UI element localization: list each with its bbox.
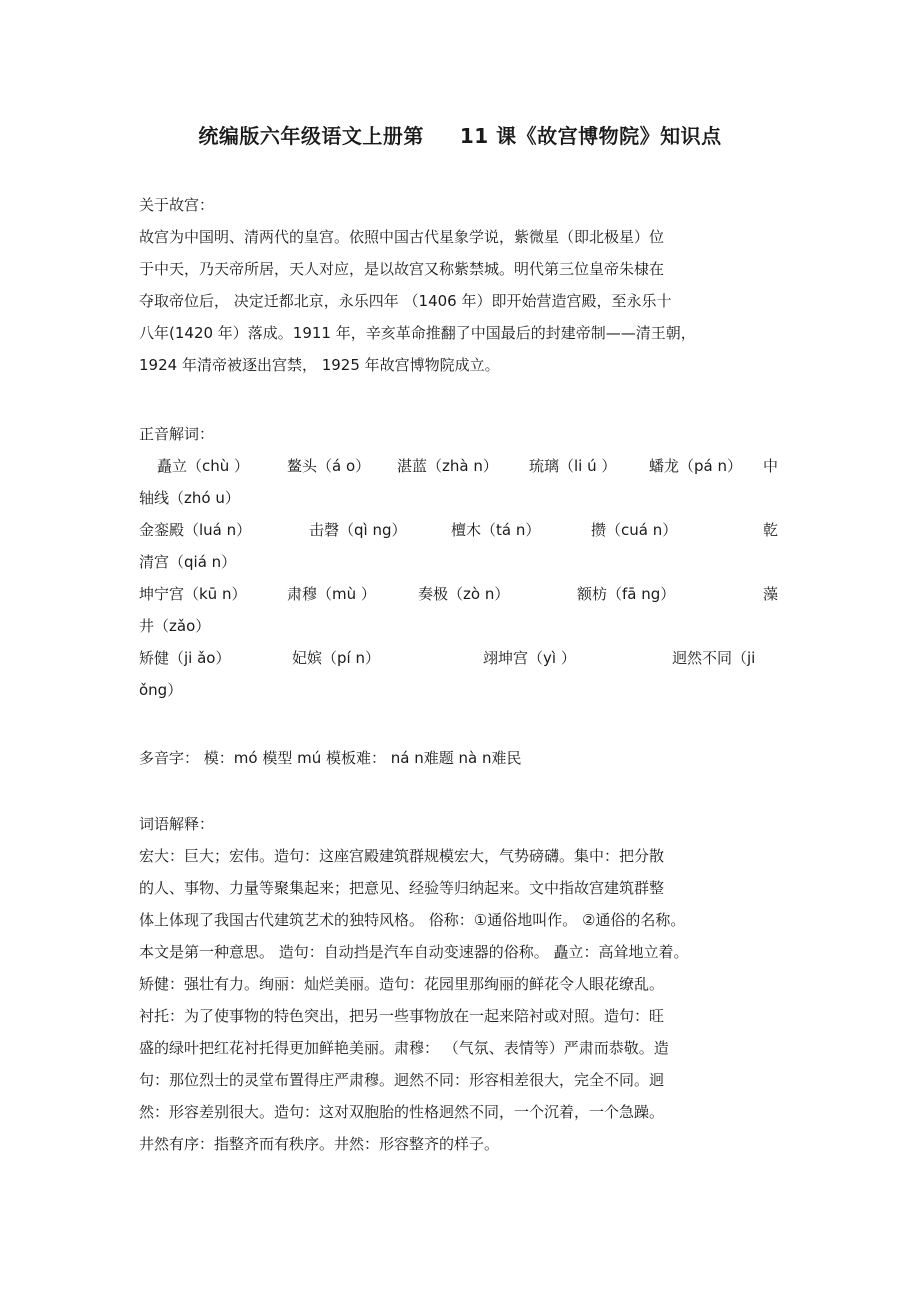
word-item: 击磬（qì ng） [309, 521, 407, 539]
title-part1: 统编版六年级语文上册第 [198, 124, 424, 148]
pronunciation-row [139, 642, 789, 674]
vocab-line: 宏大：巨大；宏伟。造句：这座宫殿建筑群规模宏大，气势磅礴。集中：把分散 [139, 847, 665, 865]
vocab-line: 的人、事物、力量等聚集起来；把意见、经验等归纳起来。文中指故宫建筑群整 [139, 879, 665, 897]
vocab-heading: 词语解释： [139, 815, 215, 833]
word-item: 妃嫔（pí n） [292, 649, 380, 667]
vocab-line: 然：形容差别很大。造句：这对双胞胎的性格迥然不同，一个沉着，一个急躁。 [139, 1103, 665, 1121]
title-part2: 11 课《故宫博物院》知识点 [459, 124, 722, 148]
pronunciation-heading: 正音解词： [139, 425, 215, 443]
word-continuation: ǒng） [139, 681, 183, 699]
pronunciation-row [139, 514, 789, 546]
vocab-line: 衬托：为了使事物的特色突出，把另一些事物放在一起来陪衬或对照。造句：旺 [139, 1007, 665, 1025]
about-line: 于中天，乃天帝所居，天人对应，是以故宫又称紫禁城。明代第三位皇帝朱棣在 [139, 260, 665, 278]
vocab-section [139, 808, 819, 1160]
word-continuation: 清宫（qiá n） [139, 553, 237, 571]
word-item: 鳌头（á o） [287, 457, 371, 475]
word-item: 迥然不同（ji [672, 649, 756, 667]
pronunciation-row [139, 450, 789, 482]
page-title [0, 120, 920, 149]
vocab-line: 句：那位烈士的灵堂布置得庄严肃穆。迥然不同：形容相差很大，完全不同。迥 [139, 1071, 665, 1089]
word-item: 坤宁宫（kū n） [139, 585, 247, 603]
about-heading: 关于故宫： [139, 196, 215, 214]
word-item: 湛蓝（zhà n） [397, 457, 498, 475]
word-item: 中 [763, 457, 779, 475]
word-continuation: 井（zǎo） [139, 617, 211, 635]
pronunciation-row [139, 578, 789, 610]
about-line: 1924 年清帝被逐出宫禁， 1925 年故宫博物院成立。 [139, 356, 500, 374]
word-item: 檀木（tá n） [451, 521, 541, 539]
word-item: 蟠龙（pá n） [649, 457, 742, 475]
about-line: 八年(1420 年）落成。1911 年，辛亥革命推翻了中国最后的封建帝制——清王朝， [139, 324, 696, 342]
polyphone-text: 多音字： 模：mó 模型 mú 模板难： ná n难题 nà n难民 [139, 749, 522, 767]
about-line: 故宫为中国明、清两代的皇宫。依照中国古代星象学说，紫微星（即北极星）位 [139, 228, 665, 246]
about-line: 夺取帝位后， 决定迁都北京，永乐四年 （1406 年）即开始营造宫殿，至永乐十 [139, 292, 672, 310]
word-item: 额枋（fā ng） [577, 585, 676, 603]
pronunciation-section [139, 418, 789, 706]
word-continuation: 轴线（zhó u） [139, 489, 240, 507]
word-item: 藻 [763, 585, 779, 603]
word-item: 金銮殿（luá n） [139, 521, 252, 539]
vocab-line: 矫健：强壮有力。绚丽：灿烂美丽。造句：花园里那绚丽的鲜花令人眼花缭乱。 [139, 975, 665, 993]
about-section [139, 189, 799, 381]
word-item: 琉璃（li ú ） [529, 457, 617, 475]
word-item: 肃穆（mù ） [287, 585, 376, 603]
word-item: 攒（cuá n） [591, 521, 678, 539]
word-item: 奏极（zò n） [418, 585, 510, 603]
vocab-line: 盛的绿叶把红花衬托得更加鲜艳美丽。肃穆： （气氛、表情等）严肃而恭敬。造 [139, 1039, 669, 1057]
vocab-line: 本文是第一种意思。 造句：自动挡是汽车自动变速器的俗称。 矗立：高耸地立着。 [139, 943, 689, 961]
word-item: 矗立（chù ） [157, 457, 250, 475]
vocab-line: 体上体现了我国古代建筑艺术的独特风格。 俗称：①通俗地叫作。 ②通俗的名称。 [139, 911, 686, 929]
polyphone-section [139, 742, 799, 774]
word-item: 乾 [763, 521, 779, 539]
word-item: 翊坤宫（yì ） [483, 649, 576, 667]
word-item: 矫健（ji ǎo） [139, 649, 231, 667]
vocab-line: 井然有序：指整齐而有秩序。井然：形容整齐的样子。 [139, 1135, 500, 1153]
